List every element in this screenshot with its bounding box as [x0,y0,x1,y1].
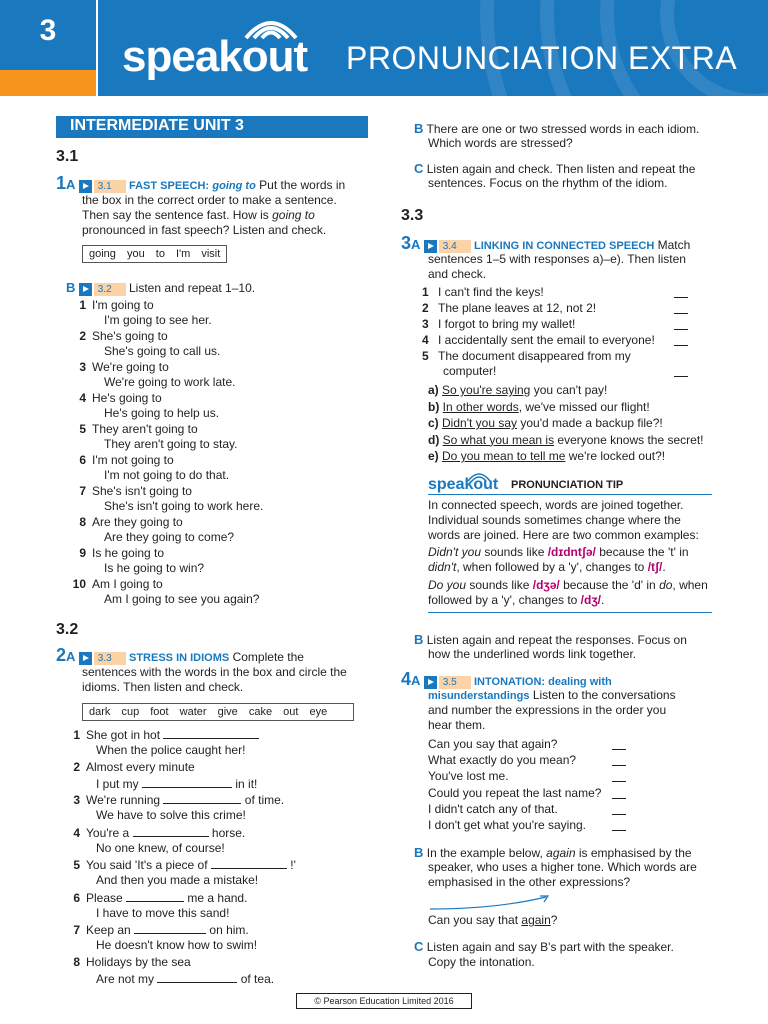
exercise-2c [414,161,695,177]
instruction-text: Listen to the conversations [532,688,676,702]
item-text: of tea. [240,971,275,986]
instruction-line: and check. [428,267,487,281]
heading-3-3: 3.3 [401,207,424,224]
instruction-text: Listen and repeat 1–10. [128,281,256,295]
item-text: !' [290,858,296,872]
response-item [428,449,665,464]
response-underlined: Do you mean to tell me [442,449,566,463]
exercise-1b [66,280,255,296]
instruction-text: Listen again and check. Then listen and repeat the [426,162,696,176]
response-text: you'd made a backup file?! [517,416,663,430]
expression-item: Can you say that again? [428,737,558,751]
instruction-text: Listen again and say B's part with the speaker. [426,940,674,954]
instruction-line: emphasised in the other expressions? [428,875,631,889]
expression-item: I don't get what you're saying. [428,818,587,832]
exercise-number: 2 [56,645,67,665]
unit-number: 3 [39,14,57,47]
instruction-line [428,688,676,704]
exercise-4b [414,845,692,861]
answer-blank[interactable] [612,781,626,782]
item-text: me a hand. [187,890,248,905]
instruction-line: and number the expressions in the order you [428,703,667,717]
answer-blank[interactable] [674,297,688,298]
exercise-label-em: going to [212,180,256,192]
response-letter: b) [428,399,443,414]
item-text: I have to move this sand! [96,905,230,920]
item-text: You said 'It's a piece of [86,858,208,872]
list-item-sentence [96,841,225,856]
exercise-letter: C [414,939,424,954]
list-item [72,422,198,437]
list-item [72,329,168,344]
item-number: 2 [79,329,86,343]
instruction-line: sentences 1–5 with responses a)–e). Then listen [428,252,686,266]
tip-title: PRONUNCIATION TIP [511,479,624,491]
heading-3-1: 3.1 [56,148,79,165]
response-underlined: Didn't you say [442,416,518,430]
response-text: you can't pay! [530,383,608,397]
instruction-line: pronounced in fast speech? Listen and check. [82,223,327,237]
answer-blank[interactable] [612,814,626,815]
item-text: Are not my [96,971,155,986]
instruction-text: There are one or two stressed words in each idiom. [426,122,700,136]
exercise-number: 1 [56,173,67,193]
list-item [72,298,154,313]
exercise-letter: B [414,121,424,136]
tip-logo-wave-icon [466,470,492,482]
ipa-symbol: /dʒə/ [532,578,560,592]
expression-item: What exactly do you mean? [428,753,577,768]
exercise-label: LINKING IN CONNECTED SPEECH [474,240,655,252]
response-underlined: In other words [442,399,519,414]
tip-example-2-cont [428,593,604,608]
item-number: 4 [73,825,80,840]
list-item [72,484,192,499]
exercise-label: STRESS IN IDIOMS [129,652,230,664]
item-number: 5 [79,422,86,436]
item-text: No one knew, of course! [96,840,225,855]
tip-example-2 [428,578,708,593]
item-text: I can't find the keys! [438,285,544,299]
item-text: He's going to [92,391,162,405]
item-text: Almost every minute [86,759,195,774]
tip-em: didn't [428,560,457,574]
list-item-sentence: She's isn't going to work here. [104,499,264,513]
item-number: 7 [73,923,80,937]
instruction-text: Put the words in [259,178,346,192]
tip-text: because the 'd' in [559,578,660,592]
exercise-number: 3 [401,233,412,253]
exercise-letter: A [66,649,76,664]
instruction-text: Listen again and repeat the responses. Focus on [426,633,687,647]
answer-blank[interactable] [612,765,626,766]
answer-blank[interactable] [612,749,626,750]
speakout-logo: speakout [122,32,308,81]
item-number: 9 [79,546,86,560]
instruction-line: idioms. Then listen and check. [82,680,244,694]
item-number: 4 [79,391,86,405]
instruction-text: Then say the sentence fast. How is [82,208,269,222]
response-letter: c) [428,416,443,430]
list-item-sentence [96,938,257,953]
list-item [422,317,575,332]
item-number: 3 [73,793,80,807]
list-item-sentence [96,906,229,921]
heading-3-2: 3.2 [56,621,79,638]
exercise-letter: A [66,177,76,192]
list-item [66,890,247,906]
list-item [72,577,163,592]
item-number: 2 [73,759,80,774]
item-text: She got in hot [86,728,161,742]
unit-tab [0,0,98,70]
exercise-label: FAST SPEECH: [129,180,210,192]
item-number: 10 [72,577,86,591]
instruction-line: hear them. [428,718,486,732]
exercise-letter: A [411,673,421,688]
exercise-letter: B [66,280,76,295]
list-item-sentence: I'm not going to do that. [104,468,230,482]
item-text: horse. [211,825,246,840]
exercise-letter: A [411,237,421,252]
list-item [422,349,631,364]
exercise-letter: B [414,845,424,860]
response-item [428,400,650,415]
list-item-sentence: We're going to work late. [104,375,236,389]
item-number: 4 [422,333,429,347]
item-text: You're a [86,825,130,840]
tip-text: sounds like [481,545,548,559]
expression-item: I didn't catch any of that. [428,801,558,816]
track-number: 3.2 [94,283,126,296]
list-item-sentence: Am I going to see you again? [104,592,260,606]
ipa-symbol: /dɪdntʃə/ [547,545,596,559]
tip-top-rule [428,494,712,495]
play-icon[interactable] [79,180,92,193]
ipa-symbol: /dʒ/ [580,593,601,607]
answer-blank[interactable] [674,376,688,377]
play-icon[interactable] [424,240,437,253]
section-title: INTERMEDIATE UNIT 3 [70,117,244,134]
item-text: She's going to [92,329,168,343]
answer-blank[interactable] [163,727,259,739]
item-number: 3 [422,317,429,331]
list-item-sentence: He's going to help us. [104,406,220,420]
example-text: Can you say that [428,913,522,927]
response-underlined: So what you mean is [442,432,555,447]
item-text: I accidentally sent the email to everyone! [438,333,655,347]
track-number: 3.5 [439,676,471,689]
item-text: Are they going to [92,515,183,529]
intonation-example [428,913,557,928]
intonation-arrow-icon [426,893,556,913]
instruction-line [82,208,315,223]
play-icon[interactable] [79,652,92,665]
list-item [66,760,195,775]
tip-line: In connected speech, words are joined together. [428,498,684,512]
play-icon[interactable] [79,283,92,296]
item-text: Am I going to [92,577,163,591]
item-text-cont: computer! [443,364,497,378]
exercise-2b [414,121,699,137]
list-item [72,391,162,406]
play-icon[interactable] [424,676,437,689]
list-item-sentence [96,808,246,823]
exercise-3b [414,632,687,648]
list-item [72,360,169,375]
ipa-symbol: /tʃ/ [647,560,663,574]
instruction-line: sentences. Focus on the rhythm of the idiom. [428,176,668,190]
audio-track[interactable] [79,281,126,296]
exercise-1a [56,173,366,194]
answer-blank[interactable] [612,798,626,799]
expression-item: Could you repeat the last name? [428,785,602,800]
response-letter: a) [428,383,443,397]
instruction-em: again [546,846,576,860]
response-underlined: So you're saying [442,383,531,397]
exercise-2a [56,645,366,666]
list-item-sentence: I'm going to see her. [104,313,212,327]
list-item-sentence: Are they going to come? [104,530,235,544]
item-text: I'm going to [92,298,154,312]
tip-em: Do you [428,578,467,592]
list-item-sentence: Is he going to win? [104,561,205,575]
item-text: We're running [86,793,161,807]
list-item [66,857,296,873]
item-number: 1 [79,298,86,312]
item-text: Please [86,890,123,905]
list-item [66,727,259,743]
instruction-line: Which words are stressed? [428,136,573,150]
word-box: going you to I'm visit [82,245,227,263]
item-text: on him. [209,923,249,937]
item-text: I put my [96,776,139,791]
item-text: Holidays by the sea [86,954,191,969]
tip-em: do [659,578,673,592]
item-text: We have to solve this crime! [96,808,246,822]
instruction-text: Match [657,238,691,252]
answer-blank[interactable] [134,922,206,934]
tip-text: , when followed by a 'y', changes to [456,560,648,574]
instruction-line: Copy the intonation. [428,955,535,969]
list-item [72,453,174,468]
item-text: The document disappeared from my [438,349,631,363]
item-text: of time. [244,793,285,807]
list-item-sentence [96,971,274,987]
exercise-number: 4 [401,669,412,689]
list-item [422,301,596,316]
logo-wave-icon [236,12,306,42]
tip-example-1 [428,545,689,560]
word-box: dark cup foot water give cake out eye [82,703,354,721]
list-item [66,922,249,938]
tip-example-1-cont [428,560,666,575]
list-item-sentence [96,776,257,792]
response-letter: d) [428,432,443,447]
item-text: When the police caught her! [96,743,246,757]
instruction-text: Complete the [232,650,304,664]
tip-text: followed by a 'y', changes to [428,593,581,607]
item-number: 8 [79,515,86,529]
instruction-line: how the underlined words link together. [428,647,637,661]
answer-blank[interactable] [142,776,232,788]
list-item-sentence: She's going to call us. [104,344,221,358]
response-item [428,416,663,431]
list-item [72,515,183,530]
item-number: 1 [73,728,80,742]
answer-blank[interactable] [211,857,287,869]
list-item [422,285,544,300]
instruction-line: sentences with the words in the box and circle the [82,665,347,679]
answer-blank[interactable] [674,345,688,346]
item-text: We're going to [92,360,169,374]
copyright-footer: © Pearson Education Limited 2016 [296,993,472,1009]
answer-blank[interactable] [163,792,241,804]
item-text: And then you made a mistake! [96,873,259,887]
instruction-text: is emphasised by the [575,846,692,860]
tip-text: . [601,593,605,607]
answer-blank[interactable] [674,329,688,330]
item-text: in it! [235,776,258,791]
list-item [72,546,164,561]
audio-track[interactable] [79,178,126,193]
example-text: ? [550,913,558,927]
item-text: He doesn't know how to swim! [96,938,258,952]
response-text: we're locked out?! [565,449,666,463]
answer-blank[interactable] [674,313,688,314]
response-letter: e) [428,449,443,463]
track-number: 3.1 [94,180,126,193]
item-number: 1 [422,285,429,299]
list-item [66,825,245,841]
list-item-sentence [96,743,245,758]
item-text: She's isn't going to [92,484,192,498]
tip-bottom-rule [428,612,712,613]
list-item [66,955,191,970]
answer-blank[interactable] [157,971,237,983]
instruction-text: In the example below, [426,846,547,860]
list-item-sentence: They aren't going to stay. [104,437,238,451]
exercise-label: misunderstandings [428,690,530,702]
item-number: 6 [79,453,86,467]
page-header [0,0,768,96]
item-number: 6 [73,890,80,905]
item-number: 7 [79,484,86,498]
tip-line: words are joined. Here are two common examples: [428,528,699,542]
track-number: 3.4 [439,240,471,253]
tip-em: Didn't you [428,545,481,559]
item-number: 8 [73,954,80,969]
header-title: PRONUNCIATION EXTRA [346,40,738,76]
exercise-letter: C [414,161,424,176]
answer-blank[interactable] [612,830,626,831]
item-text: I forgot to bring my wallet! [438,317,576,331]
unit-tab-accent [0,70,98,96]
item-number: 2 [422,301,429,315]
exercise-label: INTONATION: dealing with [474,676,612,688]
item-text: They aren't going to [92,422,198,436]
instruction-em: going to [272,208,315,222]
list-item-sentence [96,873,258,888]
expression-item: You've lost me. [428,769,509,784]
response-item [428,433,704,448]
tip-text: , when [672,578,708,592]
answer-blank[interactable] [133,825,209,837]
answer-blank[interactable] [126,890,184,902]
instruction-line: the box in the correct order to make a sentence. [82,193,337,207]
tip-text: . [662,560,666,574]
list-item [422,333,655,348]
audio-track[interactable] [79,650,126,665]
response-text: everyone knows the secret! [554,432,704,447]
exercise-letter: B [414,632,424,647]
list-item [66,792,284,808]
item-number: 5 [73,858,80,872]
track-number: 3.3 [94,652,126,665]
instruction-line: speaker, who uses a higher tone. Which words are [428,860,697,874]
item-text: I'm not going to [92,453,174,467]
item-text: Keep an [86,923,131,937]
response-text: , we've missed our flight! [518,399,650,414]
item-text: Is he going to [92,546,165,560]
item-number: 5 [422,349,429,363]
section-title-bar [56,116,368,138]
tip-logo: speakout [428,476,499,493]
tip-text: because the 't' in [595,545,689,559]
tip-line: Individual sounds sometimes change where the [428,513,681,527]
exercise-4c [414,939,674,955]
example-underlined: again [521,913,551,927]
item-number: 3 [79,360,86,374]
response-item [428,383,607,398]
item-text: The plane leaves at 12, not 2! [438,301,597,315]
tip-text: sounds like [466,578,533,592]
